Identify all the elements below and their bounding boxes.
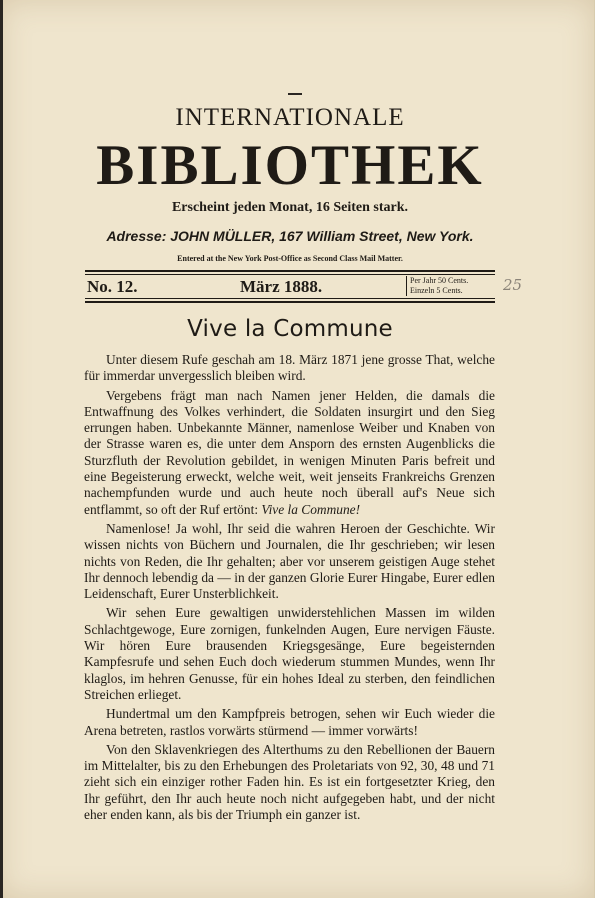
issue-number: No. 12. (87, 277, 138, 296)
price-single: Einzeln 5 Cents. (410, 286, 463, 295)
rule-top-thick (85, 270, 495, 272)
paragraph: Unter diesem Rufe geschah am 18. März 1871 jene grosse That, welche für immerdar unvergesslich bleiben wird. (84, 352, 495, 384)
masthead-title-big: BIBLIOTHEK (96, 134, 484, 197)
top-ornament-dash (288, 93, 302, 95)
price-box (406, 276, 468, 296)
rallying-cry: Vive la Commune! (261, 501, 361, 517)
rule-top-thin (85, 274, 495, 275)
rule-bottom-thin (85, 298, 495, 299)
paragraph: Von den Sklavenkriegen des Alterthums zu den Rebellionen der Bauern im Mittelalter, bis zu den Erhebungen des Proletariats von 92, 30, 48 und 71 zieht sich ein einziger rother Faden hin. Es ist ein fortgesetzter Krieg, den Ihr geführt, den Ihr auch heute noch nicht aufgegeben habt, und der nicht eher enden kann, als bis der Triumph ein ganzer ist. (84, 741, 495, 823)
price-per-year: Per Jahr 50 Cents. (410, 276, 469, 285)
masthead-address: Adresse: JOHN MÜLLER, 167 William Street, New York. (106, 228, 474, 244)
article-title: Vive la Commune (187, 316, 393, 342)
paragraph: Wir sehen Eure gewaltigen unwiderstehlichen Massen im wilden Schlachtgewoge, Eure zornigen, funkelnden Augen, Eure nervigen Fäuste. Wir hören Eure brausenden Kriegsgesänge, Eure begeisternden Kampfesrufe und sehen Euch doch wiederum stummen Mundes, wenn Ihr klaglos, im hehren Genusse, für ein hohes Ideal zu sterben, den feindlichen Streichen erlieget. (84, 605, 495, 702)
paragraph (84, 388, 495, 518)
paragraph-text: Vergebens frägt man nach Namen jener Helden, die damals die Entwaffnung des Volkes verhindert, die Soldaten insurgirt und den Sieg errungen haben. Unbekannte Männer, namenlose Weiber und Knaben von der Strasse waren es, die unter dem Ansporn des ernsten Augenblicks die Sturzfluth der Revolution gebildet, in wenigen Minuten Paris befreit und eine Begeisterung erweckt, welche weit, weit jenseits Frankreichs Grenzen nachempfunden wurde und auch heute noch überall auf's Neue sich entflammt, so oft der Ruf ertönt: (84, 387, 495, 517)
paragraph: Namenlose! Ja wohl, Ihr seid die wahren Heroen der Geschichte. Wir wissen nichts von Büchern und Journalen, die Ihr geschrieben; wir lesen nichts von Reden, die Ihr gehalten; aber vor unserem geistigen Auge stehet Ihr dennoch lebendig da — in der ganzen Glorie Eurer Hingabe, Eurer edlen Leidenschaft, Eurer Unsterblichkeit. (84, 520, 495, 602)
paragraph: Hundertmal um den Kampfpreis betrogen, sehen wir Euch wieder die Arena betreten, rastlos vorwärts stürmend — immer vorwärts! (84, 706, 495, 738)
article-body (84, 352, 495, 826)
pencil-annotation: 25 (503, 276, 523, 294)
issue-date: März 1888. (240, 277, 323, 296)
postal-entry-notice: Entered at the New York Post-Office as Second Class Mail Matter. (177, 254, 403, 263)
masthead-title-small: INTERNATIONALE (175, 104, 405, 131)
masthead-subtitle: Erscheint jeden Monat, 16 Seiten stark. (171, 200, 409, 215)
rule-bottom-thick (85, 301, 495, 303)
